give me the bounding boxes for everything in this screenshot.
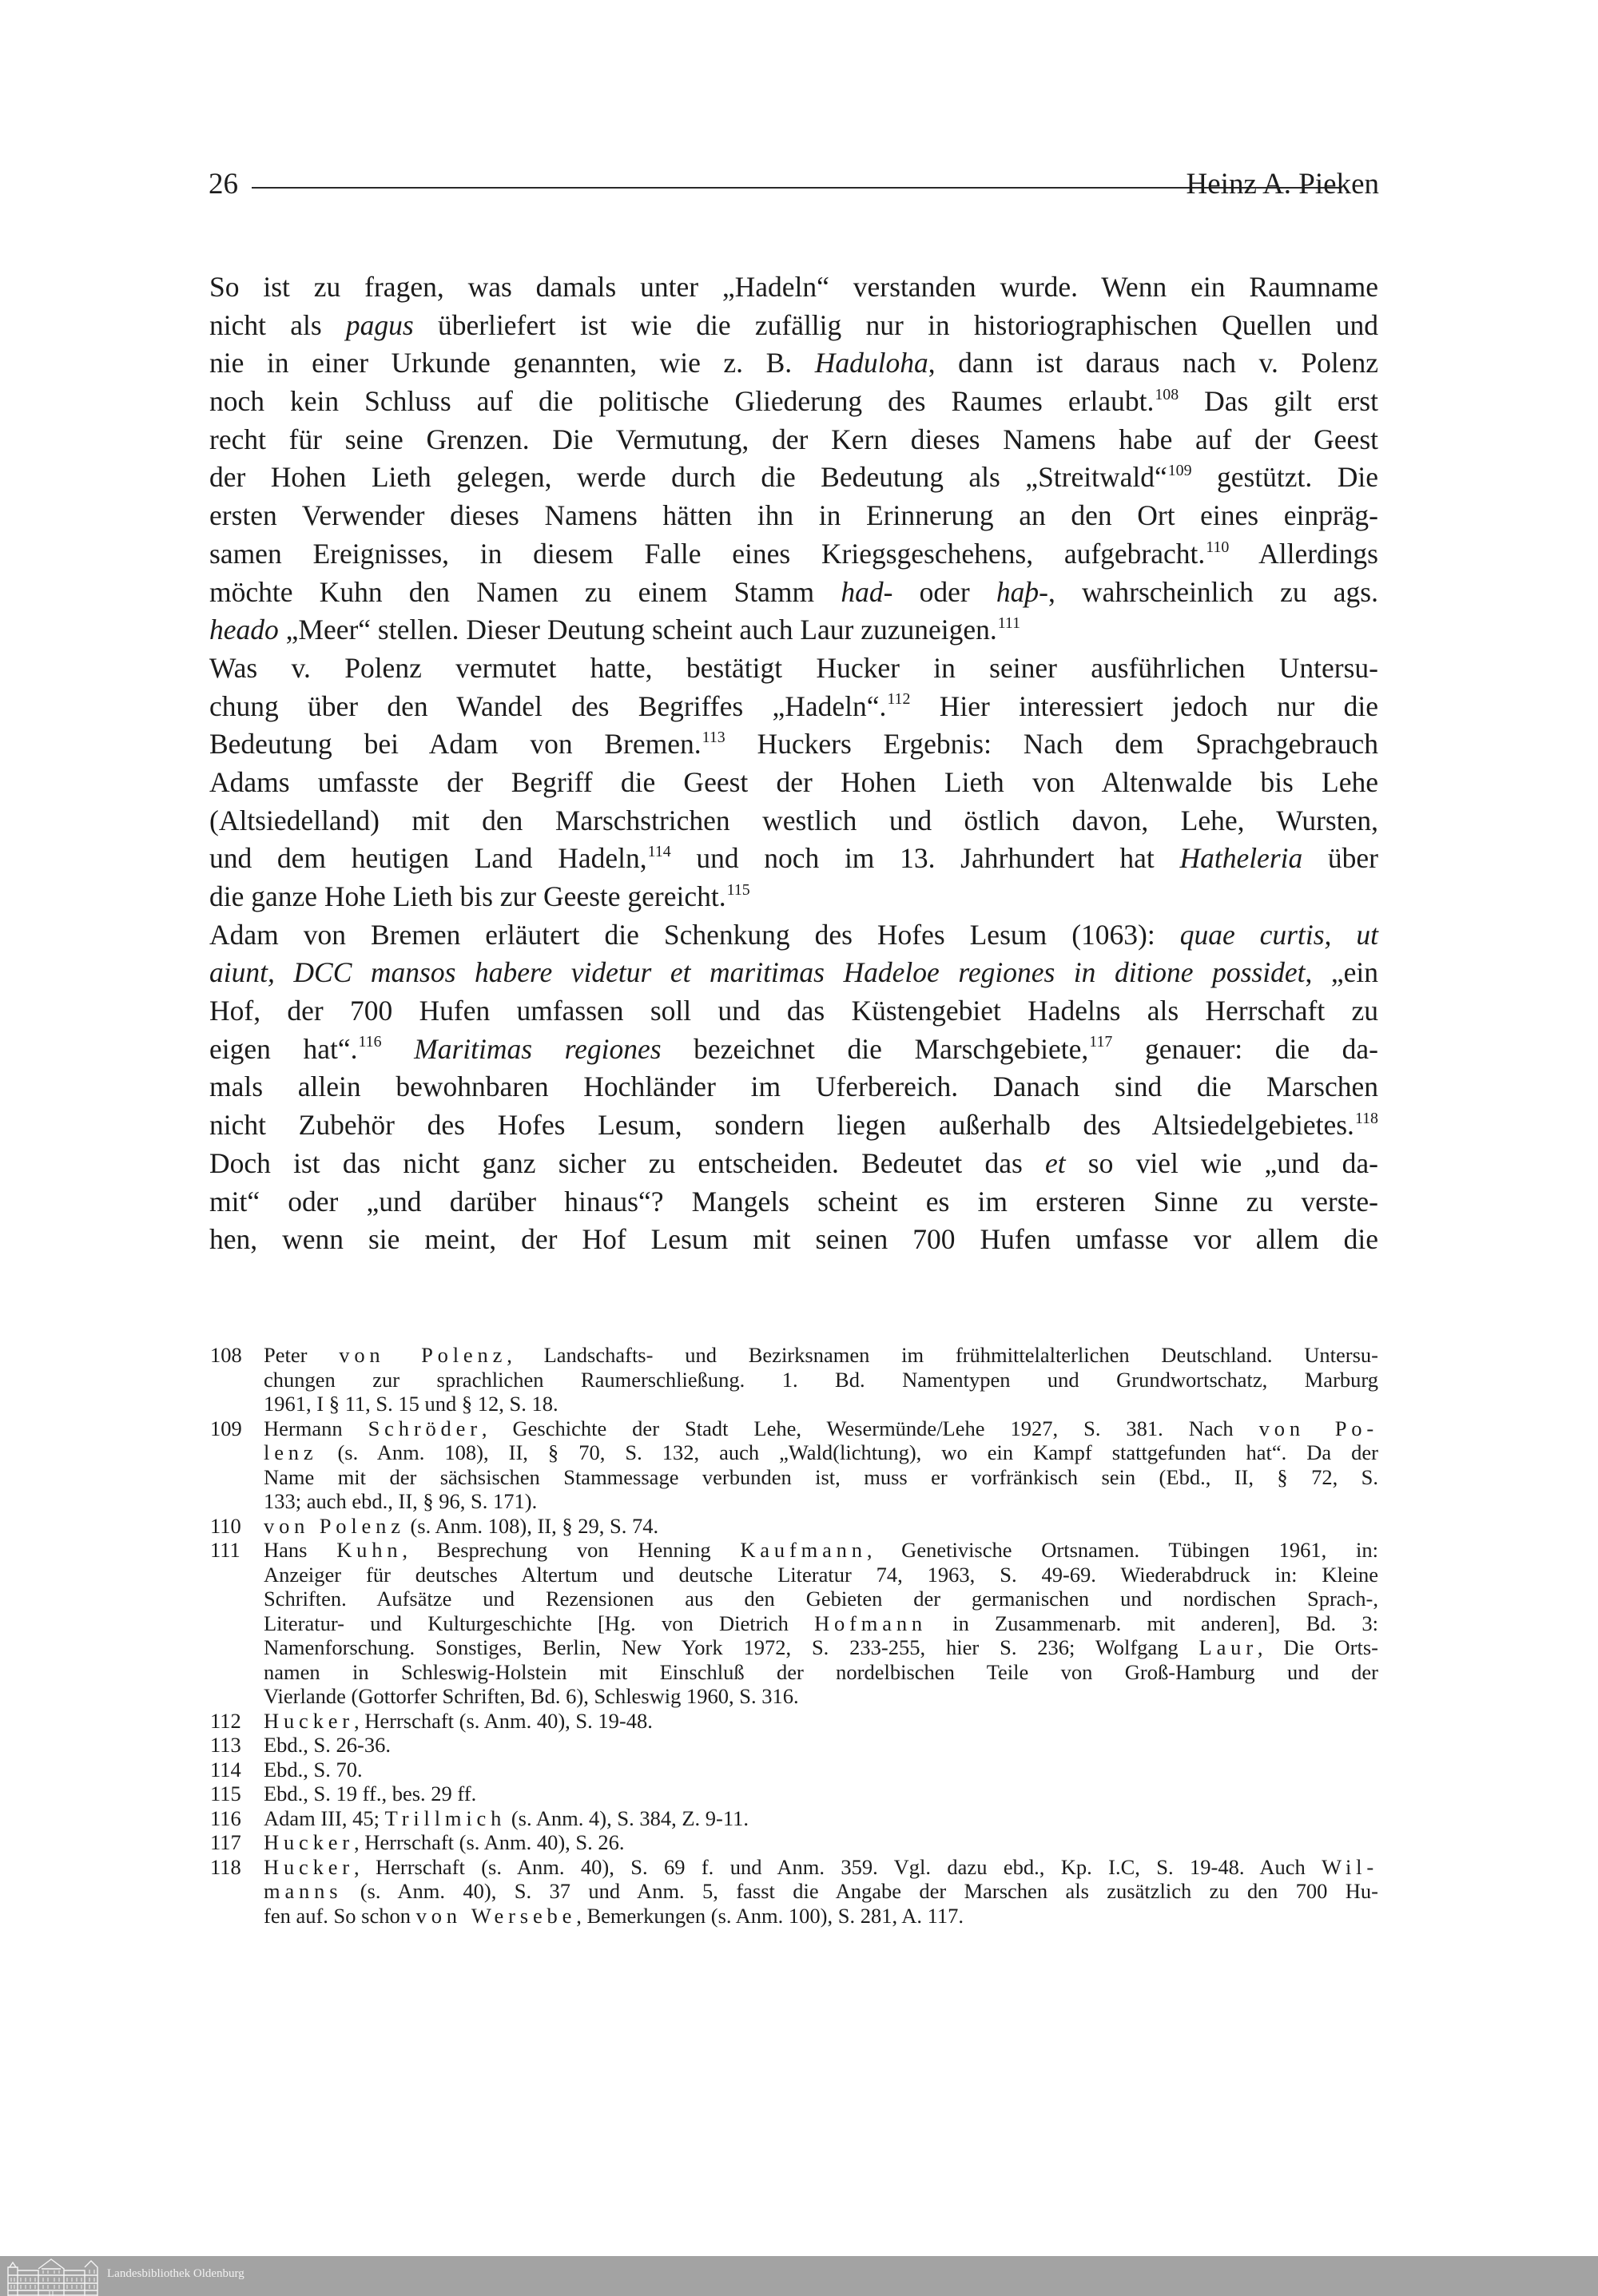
text-run: , wahrscheinlich zu ags. [1047, 575, 1378, 608]
text-run: chungen zur sprachlichen Raumerschließung. 1. Bd. Namentypen und Grundwortschatz, Marburg [264, 1367, 1378, 1392]
footnote-line [264, 1830, 1378, 1855]
text-run: chung über den Wandel des Begriffes „Hadeln“. [209, 689, 887, 722]
text-run: fen auf. So schon [264, 1903, 416, 1928]
text-run: Name mit der sächsischen Stammessage verbunden ist, muss er vorfränkisch sein (Ebd., II, § 72, S. [264, 1464, 1378, 1489]
text-run: nie in einer Urkunde genannten, wie z. B. [209, 347, 815, 379]
text-line [209, 574, 1378, 612]
footnote-line [264, 1514, 1378, 1539]
library-building-icon [6, 2258, 99, 2296]
footnote-line [264, 1879, 1378, 1904]
footnote-line [264, 1684, 1378, 1709]
text-run: der Hohen Lieth gelegen, werde durch die Bedeutung als „Streitwald“ [209, 461, 1167, 494]
page-number: 26 [209, 168, 238, 201]
text-run: , „ein [1305, 956, 1378, 989]
text-run: Literatur- und Kulturgeschichte [Hg. von Dietrich [264, 1611, 815, 1635]
footnote-line [264, 1538, 1378, 1563]
text-run: , Herrschaft (s. Anm. 40), S. 26. [353, 1830, 625, 1854]
text-run: , Geschichte der Stadt Lehe, Wesermünde/Lehe 1927, S. 381. Nach [481, 1416, 1259, 1440]
text-line [209, 344, 1378, 383]
italic-text: heado [209, 614, 279, 646]
footnote-108 [210, 1343, 1378, 1416]
footnote-number: 118 [210, 1854, 241, 1879]
text-run: gestützt. Die [1191, 461, 1378, 494]
text-run: möchte Kuhn den Namen zu einem Stamm [209, 575, 841, 608]
text-run: mit“ oder „und darüber hinaus“? Mangels scheint es im ersteren Sinne zu verste- [209, 1185, 1378, 1218]
italic-text: pagus [345, 308, 414, 341]
text-run: „Meer“ stellen. Dieser Deutung scheint auch Laur zuzuneigen. [278, 614, 997, 646]
text-line [209, 268, 1378, 307]
text-line [209, 611, 1378, 649]
footnotes [210, 1343, 1378, 1928]
footnote-line [264, 1733, 1378, 1758]
text-run: nicht als [209, 308, 346, 341]
text-run: Das gilt erst [1179, 385, 1378, 418]
text-run: Ebd., S. 26-36. [264, 1733, 391, 1757]
author-name: Wil- [1322, 1854, 1378, 1879]
italic-text: had- [841, 575, 893, 608]
footnote-118 [210, 1855, 1378, 1929]
italic-text: haþ- [996, 575, 1048, 608]
italic-text: aiunt, DCC mansos habere videtur et maritimas Hadeloe regiones in ditione possidet [209, 956, 1306, 989]
author-name: Hucker [264, 1854, 354, 1879]
footnote-112 [210, 1709, 1378, 1734]
footnote-line [264, 1758, 1378, 1782]
footnote-reference[interactable]: 111 [997, 614, 1021, 632]
text-run: , Genetivische Ortsnamen. Tübingen 1961, in: [866, 1538, 1379, 1562]
footnote-number: 110 [210, 1513, 241, 1538]
text-run: (s. Anm. 40), S. 37 und Anm. 5, fasst die Angabe der Marschen als zusätzlich zu den 700 Hu- [342, 1879, 1378, 1903]
footnote-line [264, 1709, 1378, 1734]
author-name: Hofmann [814, 1611, 927, 1635]
text-run: Bedeutung bei Adam von Bremen. [209, 728, 702, 761]
text-run: recht für seine Grenzen. Die Vermutung, der Kern dieses Namens habe auf der Geest [209, 423, 1378, 455]
text-run: 133; auch ebd., II, § 96, S. 171). [264, 1489, 538, 1513]
footnote-line [264, 1782, 1378, 1806]
author-name: Schröder [368, 1416, 482, 1440]
text-line [209, 688, 1378, 726]
text-run: mals allein bewohnbaren Hochländer im Uferbereich. Danach sind die Marschen [209, 1071, 1378, 1103]
italic-text: Haduloha [814, 347, 928, 379]
text-run: Hof, der 700 Hufen umfassen soll und das Küstengebiet Hadelns als Herrschaft zu [209, 995, 1378, 1027]
footnote-109 [210, 1416, 1378, 1514]
text-run: , dann ist daraus nach v. Polenz [928, 347, 1378, 379]
footnote-line [264, 1563, 1378, 1587]
footnote-reference[interactable]: 114 [647, 843, 671, 860]
running-head-author: Heinz A. Pieken [1186, 168, 1379, 201]
footnote-114 [210, 1758, 1378, 1782]
italic-text: Hatheleria [1179, 842, 1303, 875]
text-run: genauer: die da- [1112, 1032, 1379, 1065]
text-line [209, 1106, 1378, 1145]
text-run: Huckers Ergebnis: Nach dem Sprachgebrauch [725, 728, 1379, 761]
text-run: (s. Anm. 108), II, § 70, S. 132, auch „Wald(lichtung), wo ein Kampf stattgefunden hat“. Da der [317, 1440, 1378, 1464]
author-name: von Polenz [339, 1343, 507, 1367]
author-name: von Po- [1258, 1416, 1379, 1440]
text-line [209, 1031, 1378, 1069]
italic-text: Maritimas regiones [414, 1032, 662, 1065]
footnote-number: 108 [210, 1343, 242, 1367]
text-run: Peter [264, 1343, 340, 1367]
footnote-number: 116 [210, 1805, 241, 1830]
text-run: samen Ereignisses, in diesem Falle eines Kriegsgeschehens, aufgebracht. [209, 537, 1206, 570]
footnote-111 [210, 1538, 1378, 1709]
footnote-line [264, 1489, 1378, 1514]
text-run [382, 1033, 415, 1065]
text-run: oder [892, 575, 996, 608]
text-line [209, 383, 1378, 421]
text-line [209, 802, 1378, 840]
text-run: , Herrschaft (s. Anm. 40), S. 19-48. [353, 1708, 653, 1733]
text-line [209, 878, 1378, 916]
text-run: Allerdings [1229, 537, 1378, 570]
text-run: Adam von Bremen erläutert die Schenkung des Hofes Lesum (1063): [209, 918, 1180, 951]
text-run: eigen hat“. [209, 1032, 358, 1065]
footnote-reference[interactable]: 118 [1354, 1109, 1378, 1127]
footnote-reference[interactable]: 112 [887, 690, 911, 709]
footnote-line [264, 1416, 1378, 1441]
footnote-reference[interactable]: 109 [1167, 462, 1192, 480]
footnote-110 [210, 1514, 1378, 1539]
author-name: Hucker [264, 1830, 354, 1854]
text-line [209, 725, 1378, 764]
footnote-line [264, 1440, 1378, 1465]
footnote-line [264, 1392, 1378, 1416]
text-run: namen in Schleswig-Holstein mit Einschluß der nordelbischen Teile von Groß-Hamburg und der [264, 1659, 1378, 1684]
text-run: noch kein Schluss auf die politische Gliederung des Raumes erlaubt. [209, 385, 1155, 418]
footnote-number: 111 [210, 1538, 240, 1562]
text-run: Namenforschung. Sonstiges, Berlin, New York 1972, S. 233-255, hier S. 236; Wolfgang [264, 1635, 1199, 1659]
footnote-reference[interactable]: 110 [1206, 538, 1230, 556]
library-name: Landesbibliothek Oldenburg [107, 2267, 244, 2280]
text-run: überliefert ist wie die zufällig nur in historiographischen Quellen und [413, 308, 1378, 341]
author-name: Kuhn [336, 1538, 403, 1562]
footnote-line [264, 1343, 1378, 1368]
footnote-line [264, 1660, 1378, 1685]
footnote-number: 115 [210, 1782, 241, 1805]
text-line [209, 421, 1378, 459]
header-rule [252, 187, 1341, 189]
text-line [209, 1068, 1378, 1106]
text-run: über [1302, 842, 1378, 875]
text-line [209, 1183, 1378, 1221]
text-line [209, 1221, 1378, 1259]
text-line [209, 497, 1378, 535]
footnote-117 [210, 1830, 1378, 1855]
footnote-line [264, 1855, 1378, 1880]
author-name: Trillmich [384, 1805, 507, 1830]
text-line [209, 992, 1378, 1031]
text-run: (s. Anm. 108), II, § 29, S. 74. [404, 1513, 659, 1538]
author-name: Hucker [264, 1708, 354, 1733]
footnote-number: 109 [210, 1416, 242, 1440]
text-run: Hermann [264, 1416, 368, 1440]
text-line [209, 649, 1378, 688]
footnote-number: 112 [210, 1708, 241, 1733]
text-run: Was v. Polenz vermutet hatte, bestätigt Hucker in seiner ausführlichen Untersu- [209, 651, 1378, 684]
footnote-reference[interactable]: 117 [1089, 1033, 1113, 1051]
footnote-reference[interactable]: 113 [702, 728, 725, 746]
text-run: , Landschafts- und Bezirksnamen im frühmittelalterlichen Deutschland. Untersu- [507, 1343, 1378, 1367]
text-run: , Bemerkungen (s. Anm. 100), S. 281, A. 117. [576, 1903, 964, 1928]
text-run: nicht Zubehör des Hofes Lesum, sondern liegen außerhalb des Altsiedelgebietes. [209, 1109, 1354, 1142]
text-run: (s. Anm. 4), S. 384, Z. 9-11. [506, 1805, 749, 1830]
text-run: hen, wenn sie meint, der Hof Lesum mit seinen 700 Hufen umfasse vor allem die [209, 1223, 1378, 1256]
author-name: von Polenz [264, 1513, 405, 1538]
italic-text: et [1044, 1146, 1066, 1179]
main-text [209, 268, 1378, 1259]
text-run: in Zusammenarb. mit anderen], Bd. 3: [926, 1611, 1378, 1635]
text-run: Adam III, 45; [264, 1805, 385, 1830]
text-run: ersten Verwender dieses Namens hätten ihn in Erinnerung an den Ort eines einpräg- [209, 499, 1378, 532]
text-line [209, 916, 1378, 955]
text-run: Adams umfasste der Begriff die Geest der Hohen Lieth von Altenwalde bis Lehe [209, 765, 1378, 798]
text-run: , Besprechung von Henning [402, 1538, 741, 1562]
text-run: die ganze Hohe Lieth bis zur Geeste gereicht. [209, 880, 726, 912]
page-header [209, 165, 1379, 205]
text-line [209, 307, 1378, 345]
text-line [209, 764, 1378, 802]
author-name: manns [264, 1879, 343, 1903]
footnote-line [264, 1611, 1378, 1636]
text-run: Ebd., S. 19 ff., bes. 29 ff. [264, 1782, 477, 1805]
text-run: , Herrschaft (s. Anm. 40), S. 69 f. und Anm. 359. Vgl. dazu ebd., Kp. I.C, S. 19-48. Auch [353, 1854, 1322, 1879]
footnote-115 [210, 1782, 1378, 1806]
text-run: 1961, I § 11, S. 15 und § 12, S. 18. [264, 1392, 559, 1416]
text-line [209, 954, 1378, 992]
text-run: Hans [264, 1538, 337, 1562]
footnote-reference[interactable]: 108 [1155, 385, 1179, 403]
text-run: und noch im 13. Jahrhundert hat [670, 842, 1180, 875]
italic-text: quae curtis, ut [1179, 918, 1379, 951]
text-run: Schriften. Aufsätze und Rezensionen aus den Gebieten der germanischen und nordischen Sprach-, [264, 1587, 1378, 1611]
footnote-line [264, 1465, 1378, 1490]
text-run: bezeichnet die Marschgebiete, [661, 1032, 1089, 1065]
text-run: (Altsiedelland) mit den Marschstrichen westlich und östlich davon, Lehe, Wursten, [209, 804, 1378, 836]
text-run: Anzeiger für deutsches Altertum und deutsche Literatur 74, 1963, S. 49-69. Wiederabdruck in: Kleine [264, 1562, 1378, 1587]
footnote-line [264, 1587, 1378, 1611]
text-line [209, 840, 1378, 878]
footnote-number: 117 [210, 1830, 241, 1854]
footnote-line [264, 1904, 1378, 1929]
footnote-113 [210, 1733, 1378, 1758]
footnote-line [264, 1635, 1378, 1660]
text-run: und dem heutigen Land Hadeln, [209, 842, 647, 875]
footnote-number: 114 [210, 1757, 241, 1782]
footnote-116 [210, 1806, 1378, 1831]
footnote-reference[interactable]: 115 [726, 880, 750, 899]
footnote-line [264, 1368, 1378, 1392]
footnote-line [264, 1806, 1378, 1831]
author-name: lenz [264, 1440, 318, 1464]
author-name: von Wersebe [415, 1903, 577, 1928]
text-run: Hier interessiert jedoch nur die [910, 689, 1378, 722]
text-run: So ist zu fragen, was damals unter „Hadeln“ verstanden wurde. Wenn ein Raumname [209, 271, 1378, 303]
text-line [209, 459, 1378, 497]
author-name: Laur [1198, 1635, 1258, 1659]
footnote-reference[interactable]: 116 [358, 1033, 382, 1051]
footnote-number: 113 [210, 1733, 241, 1757]
text-run: Ebd., S. 70. [264, 1757, 363, 1782]
text-line [209, 535, 1378, 574]
text-run: Vierlande (Gottorfer Schriften, Bd. 6), Schleswig 1960, S. 316. [264, 1684, 799, 1708]
text-line [209, 1145, 1378, 1183]
library-footer-bar [0, 2256, 1598, 2296]
text-run: , Die Orts- [1257, 1635, 1379, 1659]
author-name: Kaufmann [740, 1538, 867, 1562]
text-run: Doch ist das nicht ganz sicher zu entscheiden. Bedeutet das [209, 1146, 1045, 1179]
text-run: so viel wie „und da- [1065, 1146, 1379, 1179]
